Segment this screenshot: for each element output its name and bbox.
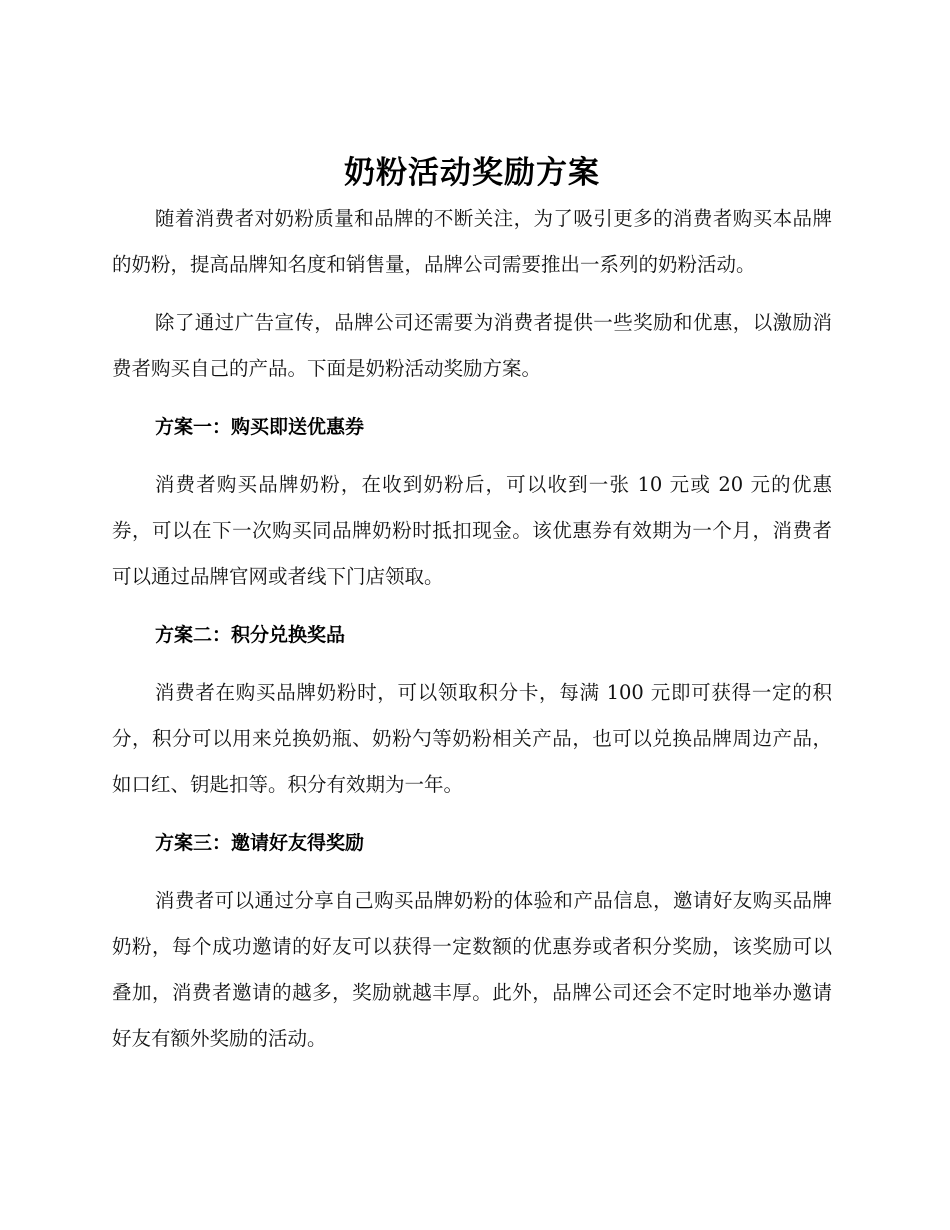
section-heading-plan-3: 方案三：邀请好友得奖励 xyxy=(155,832,365,854)
intro-paragraph-1: 随着消费者对奶粉质量和品牌的不断关注，为了吸引更多的消费者购买本品牌的奶粉，提高品牌知名度和销售量，品牌公司需要推出一系列的奶粉活动。 xyxy=(112,207,832,276)
section-plan-3 xyxy=(112,820,832,1062)
section-body-plan-1: 消费者购买品牌奶粉，在收到奶粉后，可以收到一张 10 元或 20 元的优惠券，可以在下一次购买同品牌奶粉时抵扣现金。该优惠券有效期为一个月，消费者可以通过品牌官网或者线下门店领取。 xyxy=(112,473,832,588)
section-body-plan-2: 消费者在购买品牌奶粉时，可以领取积分卡，每满 100 元即可获得一定的积分，积分可以用来兑换奶瓶、奶粉勺等奶粉相关产品，也可以兑换品牌周边产品，如口红、钥匙扣等。积分有效期为一年。 xyxy=(112,681,832,796)
intro-paragraph-2: 除了通过广告宣传，品牌公司还需要为消费者提供一些奖励和优惠，以激励消费者购买自己的产品。下面是奶粉活动奖励方案。 xyxy=(112,311,832,380)
document-page xyxy=(112,150,832,1062)
section-plan-1 xyxy=(112,404,832,600)
section-plan-2 xyxy=(112,612,832,808)
section-heading-plan-2: 方案二：积分兑换奖品 xyxy=(155,624,346,646)
section-heading-plan-1: 方案一：购买即送优惠券 xyxy=(155,416,365,438)
section-body-plan-3: 消费者可以通过分享自己购买品牌奶粉的体验和产品信息，邀请好友购买品牌奶粉，每个成功邀请的好友可以获得一定数额的优惠券或者积分奖励，该奖励可以叠加，消费者邀请的越多，奖励就越丰厚。此外，品牌公司还会不定时地举办邀请好友有额外奖励的活动。 xyxy=(112,889,832,1050)
document-title: 奶粉活动奖励方案 xyxy=(344,155,600,191)
